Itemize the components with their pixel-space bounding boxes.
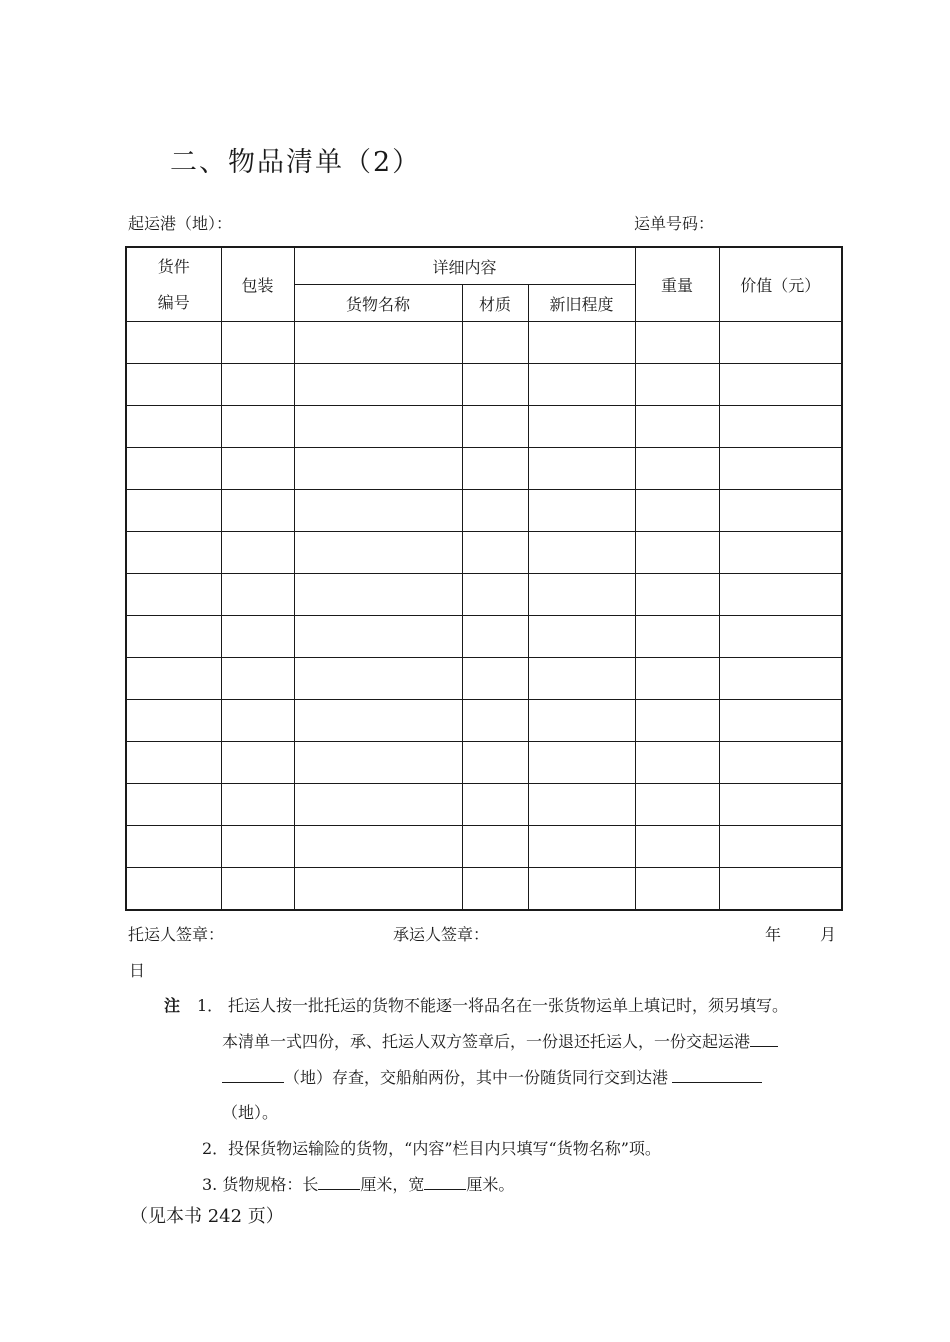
table-row [126,868,842,911]
cell-material[interactable] [462,490,528,532]
destination-port-blank[interactable] [672,1066,762,1083]
cell-goods-name[interactable] [294,406,462,448]
cell-value[interactable] [719,784,842,826]
cell-packing[interactable] [221,742,294,784]
table-row [126,616,842,658]
cell-item-number[interactable] [126,322,221,364]
cell-condition[interactable] [528,532,635,574]
cell-goods-name[interactable] [294,490,462,532]
cell-item-number[interactable] [126,448,221,490]
note-3 [202,1172,514,1195]
width-blank[interactable] [424,1173,466,1190]
cell-weight[interactable] [635,532,719,574]
cell-condition[interactable] [528,826,635,868]
table-row [126,364,842,406]
cell-value[interactable] [719,658,842,700]
header-item-number-line1: 货件 [157,256,190,276]
header-material: 材质 [462,285,528,322]
note-3-text-b: 厘米，宽 [360,1175,425,1194]
table-row [126,532,842,574]
cell-condition[interactable] [528,784,635,826]
cell-material[interactable] [462,658,528,700]
header-details: 详细内容 [294,247,635,285]
cell-value[interactable] [719,448,842,490]
page-title: 二、物品清单（2） [170,147,422,178]
cell-packing[interactable] [221,868,294,911]
note-3-text-c: 厘米。 [466,1175,515,1194]
cell-condition[interactable] [528,868,635,911]
cell-value[interactable] [719,616,842,658]
cell-value[interactable] [719,490,842,532]
cell-packing[interactable] [221,490,294,532]
cell-material[interactable] [462,784,528,826]
cell-packing[interactable] [221,322,294,364]
cell-material[interactable] [462,574,528,616]
header-item-number-line2: 编号 [157,292,190,312]
cell-goods-name[interactable] [294,700,462,742]
cell-material[interactable] [462,364,528,406]
cell-material[interactable] [462,616,528,658]
table-row [126,406,842,448]
cell-goods-name[interactable] [294,532,462,574]
header-condition: 新旧程度 [528,285,635,322]
cell-item-number[interactable] [126,616,221,658]
cell-weight[interactable] [635,658,719,700]
cell-goods-name[interactable] [294,826,462,868]
cell-item-number[interactable] [126,700,221,742]
cell-value[interactable] [719,322,842,364]
cell-weight[interactable] [635,700,719,742]
note-1-line-3 [222,1065,762,1088]
cell-material[interactable] [462,742,528,784]
date-day-label: 日 [129,961,146,980]
origin-port-blank[interactable] [750,1030,778,1047]
waybill-number-label: 运单号码： [634,214,715,233]
cell-material[interactable] [462,826,528,868]
header-weight: 重量 [635,247,719,322]
cell-item-number[interactable] [126,532,221,574]
cell-packing[interactable] [221,448,294,490]
cell-value[interactable] [719,742,842,784]
cell-item-number[interactable] [126,784,221,826]
table-row [126,322,842,364]
cell-goods-name[interactable] [294,322,462,364]
note-1-number: 1． [197,996,224,1015]
table-row [126,574,842,616]
cell-goods-name[interactable] [294,784,462,826]
cell-weight[interactable] [635,742,719,784]
length-blank[interactable] [318,1173,360,1190]
table-row [126,826,842,868]
note-3-text-a: 3. 货物规格：长 [202,1175,319,1194]
note-2: 2．投保货物运输险的货物，“内容”栏目内只填写“货物名称”项。 [202,1139,661,1158]
cell-material[interactable] [462,406,528,448]
note-1-line-4: （地）。 [222,1103,279,1122]
table-row [126,658,842,700]
cell-item-number[interactable] [126,826,221,868]
cell-condition[interactable] [528,490,635,532]
cell-packing[interactable] [221,364,294,406]
cell-goods-name[interactable] [294,658,462,700]
cell-weight[interactable] [635,826,719,868]
cell-condition[interactable] [528,574,635,616]
cell-weight[interactable] [635,868,719,911]
cell-weight[interactable] [635,406,719,448]
cell-material[interactable] [462,700,528,742]
cell-item-number[interactable] [126,364,221,406]
cell-weight[interactable] [635,784,719,826]
carrier-signature-label: 承运人签章： [393,925,490,944]
table-header-row [126,247,842,285]
table-body [126,322,842,911]
cell-value[interactable] [719,406,842,448]
cell-goods-name[interactable] [294,868,462,911]
cell-packing[interactable] [221,784,294,826]
note-marker: 注 [164,996,181,1015]
table-row [126,700,842,742]
cell-condition[interactable] [528,364,635,406]
cell-value[interactable] [719,868,842,911]
table-row [126,784,842,826]
cell-packing[interactable] [221,616,294,658]
cell-goods-name[interactable] [294,448,462,490]
note-1-line-2 [222,1029,778,1052]
header-goods-name: 货物名称 [294,285,462,322]
origin-port-blank-cont[interactable] [222,1066,284,1083]
cell-weight[interactable] [635,574,719,616]
cell-item-number[interactable] [126,742,221,784]
cell-value[interactable] [719,826,842,868]
cell-condition[interactable] [528,700,635,742]
cell-condition[interactable] [528,616,635,658]
cell-value[interactable] [719,532,842,574]
cell-goods-name[interactable] [294,574,462,616]
table-row [126,742,842,784]
cell-goods-name[interactable] [294,742,462,784]
note-1-line-3-text: （地）存查，交船舶两份，其中一份随货同行交到达港 [284,1068,669,1087]
note-1-line-2-text: 本清单一式四份，承、托运人双方签章后，一份退还托运人，一份交起运港 [222,1032,751,1051]
cell-weight[interactable] [635,490,719,532]
cell-material[interactable] [462,868,528,911]
cell-condition[interactable] [528,658,635,700]
cell-condition[interactable] [528,322,635,364]
cell-weight[interactable] [635,448,719,490]
cell-item-number[interactable] [126,658,221,700]
cell-packing[interactable] [221,574,294,616]
cell-value[interactable] [719,700,842,742]
cell-packing[interactable] [221,826,294,868]
date-month-label: 月 [820,925,837,944]
table-row [126,448,842,490]
cell-weight[interactable] [635,364,719,406]
cell-material[interactable] [462,532,528,574]
date-year-label: 年 [765,925,782,944]
cell-packing[interactable] [221,532,294,574]
cell-value[interactable] [719,364,842,406]
shipper-signature-label: 托运人签章： [128,925,225,944]
cell-goods-name[interactable] [294,364,462,406]
cell-item-number[interactable] [126,406,221,448]
cell-item-number[interactable] [126,868,221,911]
cell-packing[interactable] [221,658,294,700]
cell-condition[interactable] [528,448,635,490]
cell-material[interactable] [462,322,528,364]
cell-weight[interactable] [635,322,719,364]
cell-item-number[interactable] [126,490,221,532]
origin-port-label: 起运港（地）： [128,214,233,233]
cell-weight[interactable] [635,616,719,658]
page-reference: （见本书 242 页） [130,1206,284,1227]
cell-item-number[interactable] [126,574,221,616]
header-packing: 包装 [221,247,294,322]
header-value: 价值（元） [719,247,842,322]
goods-list-table [125,246,843,911]
note-1-line-1: 托运人按一批托运的货物不能逐一将品名在一张货物运单上填记时，须另填写。 [228,996,789,1015]
cell-packing[interactable] [221,700,294,742]
cell-packing[interactable] [221,406,294,448]
cell-material[interactable] [462,448,528,490]
cell-value[interactable] [719,574,842,616]
header-item-number [126,247,221,322]
table-row [126,490,842,532]
cell-goods-name[interactable] [294,616,462,658]
cell-condition[interactable] [528,742,635,784]
cell-condition[interactable] [528,406,635,448]
